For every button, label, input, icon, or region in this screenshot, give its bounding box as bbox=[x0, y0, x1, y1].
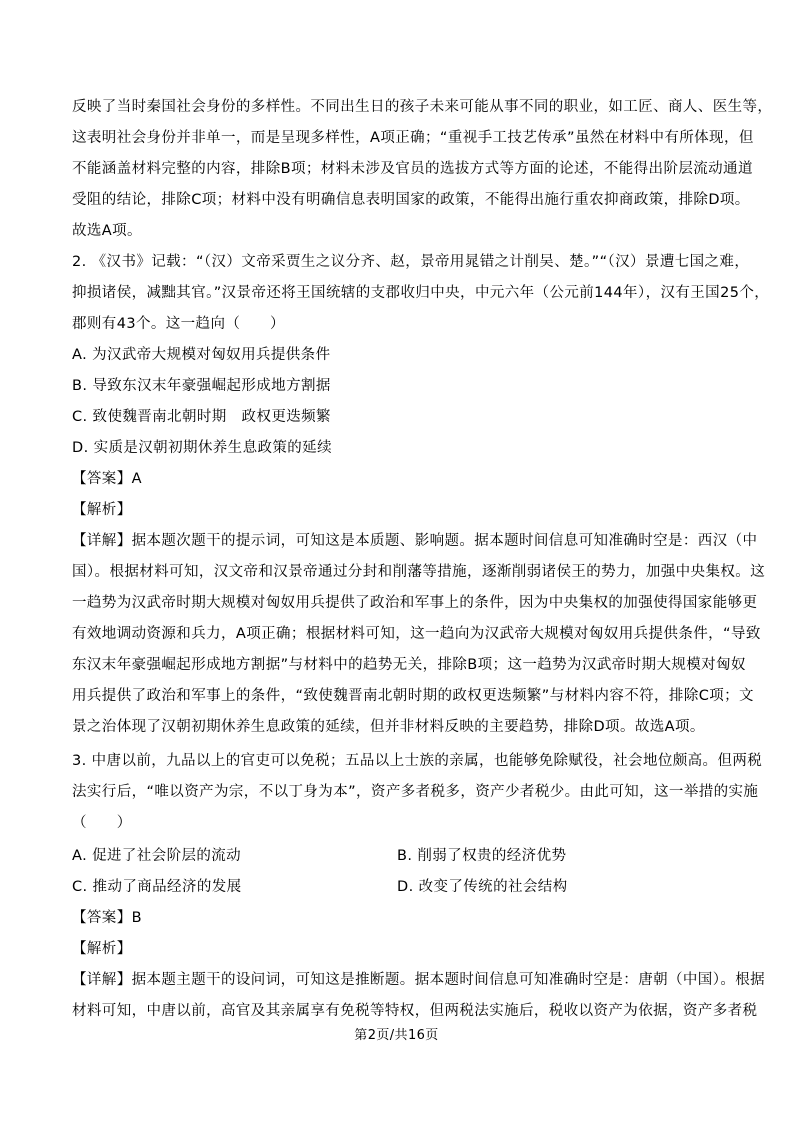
q2-detail-line: 东汉末年豪强崛起形成地方割据”与材料中的趋势无关，排除B项；这一趋势为汉武帝时期大规模对匈奴 bbox=[72, 657, 746, 673]
q2-stem-line: 抑损诸侯，减黜其官。”汉景帝还将王国统辖的支郡收归中央，中元六年（公元前144年），汉有王国25个， bbox=[72, 285, 770, 301]
q3-option-d: D. 改变了传统的社会结构 bbox=[397, 879, 568, 895]
q3-stem-line: （ ） bbox=[72, 815, 132, 831]
q2-answer: 【答案】A bbox=[72, 471, 142, 487]
q3-option-c: C. 推动了商品经济的发展 bbox=[72, 879, 242, 895]
q1-analysis-line: 反映了当时秦国社会身份的多样性。不同出生日的孩子未来可能从事不同的职业，如工匠、商人、医生等， bbox=[72, 99, 773, 115]
q2-detail-line: 有效地调动资源和兵力，A项正确；根据材料可知，这一趋向为汉武帝大规模对匈奴用兵提供条件，“导致 bbox=[72, 626, 761, 642]
q3-analysis-heading: 【解析】 bbox=[72, 941, 132, 957]
q1-analysis-line: 受阻的结论，排除C项；材料中没有明确信息表明国家的政策，不能得出施行重农抑商政策，排除D项。 bbox=[72, 192, 750, 208]
q2-detail-line: 国）。根据材料可知，汉文帝和汉景帝通过分封和削藩等措施，逐渐削弱诸侯王的势力，加强中央集权。这 bbox=[72, 564, 766, 580]
q2-detail-line: 一趋势为汉武帝时期大规模对匈奴用兵提供了政治和军事上的条件，因为中央集权的加强使得国家能够更 bbox=[72, 595, 758, 611]
q3-stem-line: 法实行后，“唯以资产为宗，不以丁身为本”，资产多者税多，资产少者税少。由此可知，这一举措的实施 bbox=[72, 784, 759, 800]
q2-option-b: B. 导致东汉末年豪强崛起形成地方割据 bbox=[72, 378, 331, 394]
q2-stem-line: 2. 《汉书》记载：“（汉）文帝采贾生之议分齐、赵，景帝用晁错之计削吴、楚。”“（汉）景遭七国之难， bbox=[72, 254, 750, 270]
q1-analysis-line: 故选A项。 bbox=[72, 223, 142, 239]
q2-detail-line: 用兵提供了政治和军事上的条件，“致使魏晋南北朝时期的政权更迭频繁”与材料内容不符，排除C项；文 bbox=[72, 688, 754, 704]
q2-detail-line: 景之治体现了汉朝初期休养生息政策的延续，但并非材料反映的主要趋势，排除D项。故选A项。 bbox=[72, 719, 705, 735]
page-number-footer: 第2页/共16页 bbox=[354, 1028, 439, 1043]
q2-stem-line: 郡则有43个。这一趋向（ ） bbox=[72, 316, 285, 332]
q2-detail-line: 【详解】据本题次题干的提示词，可知这是本质题、影响题。据本题时间信息可知准确时空是：西汉（中 bbox=[72, 533, 758, 549]
q3-stem-line: 3. 中唐以前，九品以上的官吏可以免税；五品以上士族的亲属，也能够免除赋役，社会地位颇高。但两税 bbox=[72, 753, 763, 769]
q2-option-c: C. 致使魏晋南北朝时期 政权更迭频繁 bbox=[72, 409, 331, 425]
q3-detail-line: 【详解】据本题主题干的设问词，可知这是推断题。据本题时间信息可知准确时空是：唐朝（中国）。根据 bbox=[72, 972, 766, 988]
q3-answer: 【答案】B bbox=[72, 910, 142, 926]
q1-analysis-line: 不能涵盖材料完整的内容，排除B项；材料未涉及官员的选拔方式等方面的论述，不能得出阶层流动通道 bbox=[72, 161, 753, 177]
q2-analysis-heading: 【解析】 bbox=[72, 502, 132, 518]
q2-option-d: D. 实质是汉朝初期休养生息政策的延续 bbox=[72, 440, 332, 456]
q2-option-a: A. 为汉武帝大规模对匈奴用兵提供条件 bbox=[72, 347, 331, 363]
q3-detail-line: 材料可知，中唐以前，高官及其亲属享有免税等特权，但两税法实施后，税收以资产为依据，资产多者税 bbox=[72, 1003, 758, 1019]
q3-option-b: B. 削弱了权贵的经济优势 bbox=[397, 848, 567, 864]
q1-analysis-line: 这表明社会身份并非单一，而是呈现多样性，A项正确；“重视手工技艺传承”虽然在材料中有所体现，但 bbox=[72, 130, 754, 146]
q3-option-a: A. 促进了社会阶层的流动 bbox=[72, 848, 242, 864]
